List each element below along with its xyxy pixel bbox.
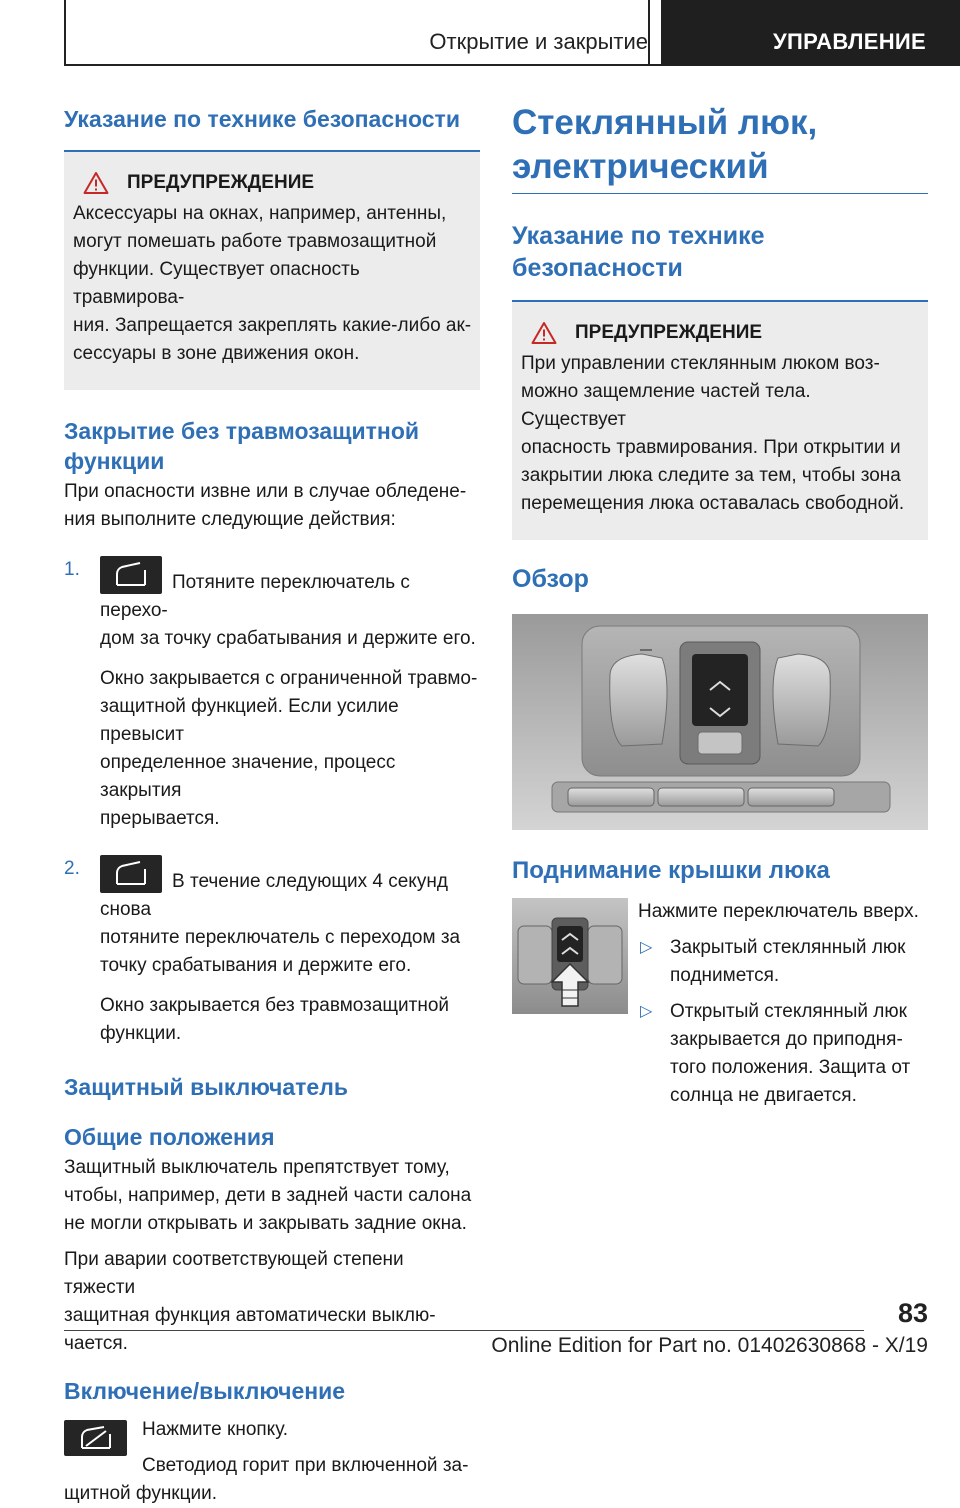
header-bottom-border	[64, 64, 662, 66]
section-tab: УПРАВЛЕНИЕ	[661, 0, 960, 66]
bullet-triangle-icon: ▷	[640, 1003, 653, 1020]
footer-rule	[64, 1330, 864, 1331]
warning-triangle-icon	[83, 171, 109, 195]
step-note: Окно закрывается с ограниченной травмо- защитной функцией. Если усилие превысит определенное значение, процесс закрытия прерывается.	[100, 668, 478, 829]
warning-header	[73, 170, 472, 196]
warning-box	[64, 152, 480, 390]
right-safety-heading: Указание по технике безопасности	[512, 222, 765, 282]
step-2	[64, 855, 480, 1048]
step-1	[64, 556, 480, 833]
warning-label: ПРЕДУПРЕЖДЕНИЕ	[127, 172, 315, 193]
child-lock-heading: Защитный выключатель	[64, 1074, 348, 1100]
list-item: ▷ Открытый стеклянный люк закрывается до приподня- того положения. Защита от солнца не двигается.	[640, 1001, 911, 1106]
warning-triangle-icon	[531, 321, 557, 345]
warning-text: Аксессуары на окнах, например, антенны, могут помешать работе травмозащитной функции. Существует опасность травмирова- ния. Запрещается закреплять какие-либо ак- сессуары в зоне движения окон.	[73, 203, 472, 364]
close-intro: При опасности извне или в случае обледене- ния выполните следующие действия:	[64, 481, 467, 530]
step-number: 1.	[64, 559, 80, 580]
bullet-triangle-icon: ▷	[640, 939, 653, 956]
chapter-title: Открытие и закрытие	[429, 29, 648, 54]
close-heading: Закрытие без травмозащитной функции	[64, 418, 420, 474]
general-paragraph-2: При аварии соответствующей степени тяжести защитная функция автоматически выклю- чается.	[64, 1249, 436, 1354]
onoff-text: Нажмите кнопку.	[142, 1419, 289, 1440]
raise-intro: Нажмите переключатель вверх.	[638, 901, 919, 922]
title-rule	[512, 193, 928, 194]
page-header	[0, 0, 960, 66]
general-heading: Общие положения	[64, 1124, 275, 1150]
right-column	[512, 96, 928, 1106]
raise-block	[512, 898, 928, 1106]
raise-heading: Поднимание крышки люка	[512, 857, 830, 884]
list-item: ▷ Закрытый стеклянный люк поднимется.	[640, 937, 906, 986]
overview-heading: Обзор	[512, 565, 589, 593]
raise-text	[638, 898, 930, 1110]
onoff-heading: Включение/выключение	[64, 1378, 346, 1404]
safety-heading: Указание по технике безопасности	[64, 106, 460, 132]
step-note: Окно закрывается без травмозащитной функции.	[100, 995, 450, 1044]
warning-header	[521, 320, 920, 346]
warning-box-2	[512, 302, 928, 540]
page-number: 83	[898, 1298, 929, 1328]
sunroof-console-photo	[512, 614, 928, 830]
general-paragraph: Защитный выключатель препятствует тому, чтобы, например, дети в задней части салона не могли открывать и закрывать задние окна.	[64, 1157, 472, 1234]
section-title: Стеклянный люк, электрический	[512, 103, 818, 186]
onoff-block	[64, 1416, 480, 1508]
onoff-led-text: Светодиод горит при включенной за- щитной функции.	[64, 1455, 469, 1504]
warning-label: ПРЕДУПРЕЖДЕНИЕ	[575, 322, 763, 343]
step-text: В течение следующих 4 секунд снова потяните переключатель с переходом за точку срабатывания и держите его.	[100, 855, 480, 980]
header-separator	[648, 0, 650, 66]
sunroof-switch-photo	[512, 898, 628, 1014]
window-switch-icon	[100, 855, 162, 893]
left-column	[64, 96, 480, 1508]
lock-switch-icon	[64, 1420, 127, 1456]
edition-line: Online Edition for Part no. 01402630868 - X/19	[491, 1334, 928, 1357]
step-text: Потяните переключатель с перехо- дом за точку срабатывания и держите его.	[100, 556, 480, 653]
window-switch-icon	[100, 556, 162, 594]
warning-text: При управлении стеклянным люком воз- можно защемление частей тела. Существует опасность травмирования. При открытии и закрытии люка следите за тем, чтобы зона перемещения люка оставалась свободной.	[521, 353, 905, 514]
step-number: 2.	[64, 858, 80, 879]
